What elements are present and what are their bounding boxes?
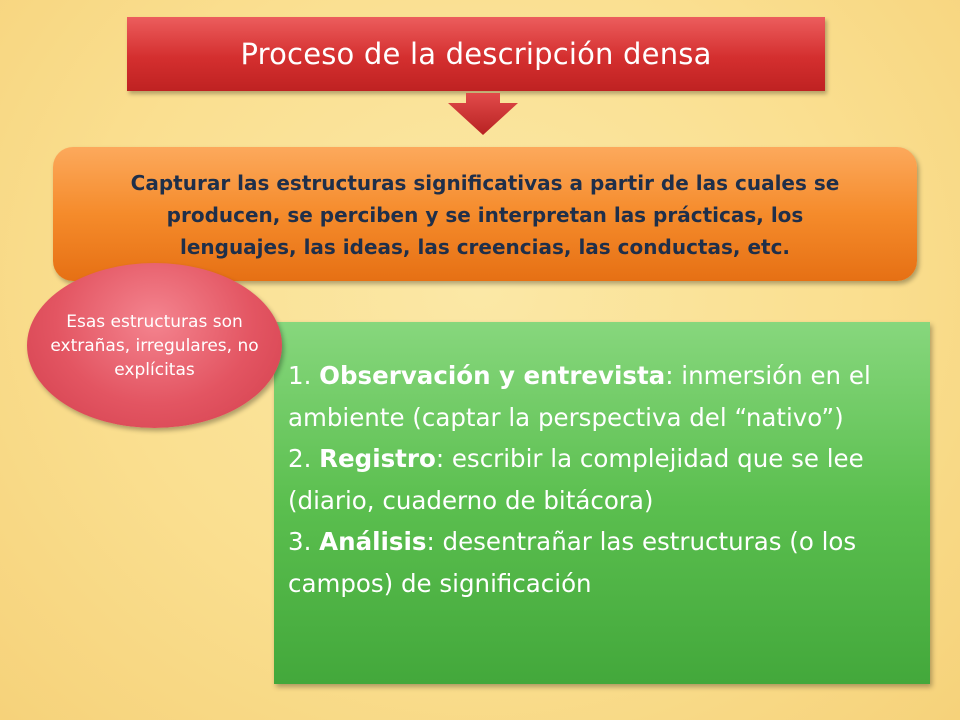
step-term: Análisis [319,527,427,556]
step-item [288,355,916,438]
step-description: : desentrañar las estructuras (o los campos) de significación [288,527,857,598]
step-term: Observación y entrevista [319,361,666,390]
summary-box [53,147,917,281]
step-number: 2. [288,444,320,473]
note-ellipse [27,263,282,428]
step-description: : inmersión en el ambiente (captar la perspectiva del “nativo”) [288,361,871,432]
step-item [288,521,916,604]
down-arrow-icon [448,93,518,135]
summary-text: Capturar las estructuras significativas a partir de las cuales se producen, se perciben y se interpretan las prácticas, los lenguajes, las ideas, las creencias, las conductas, etc. [130,171,840,259]
diagram-title: Proceso de la descripción densa [240,37,712,71]
step-number: 3. [288,527,320,556]
step-term: Registro [319,444,436,473]
step-description: : escribir la complejidad que se lee (diario, cuaderno de bitácora) [288,444,864,515]
step-item [288,438,916,521]
step-number: 1. [288,361,320,390]
note-text: Esas estructuras son extrañas, irregulares, no explícitas [50,311,259,380]
steps-box [274,322,930,684]
title-box [127,17,825,91]
